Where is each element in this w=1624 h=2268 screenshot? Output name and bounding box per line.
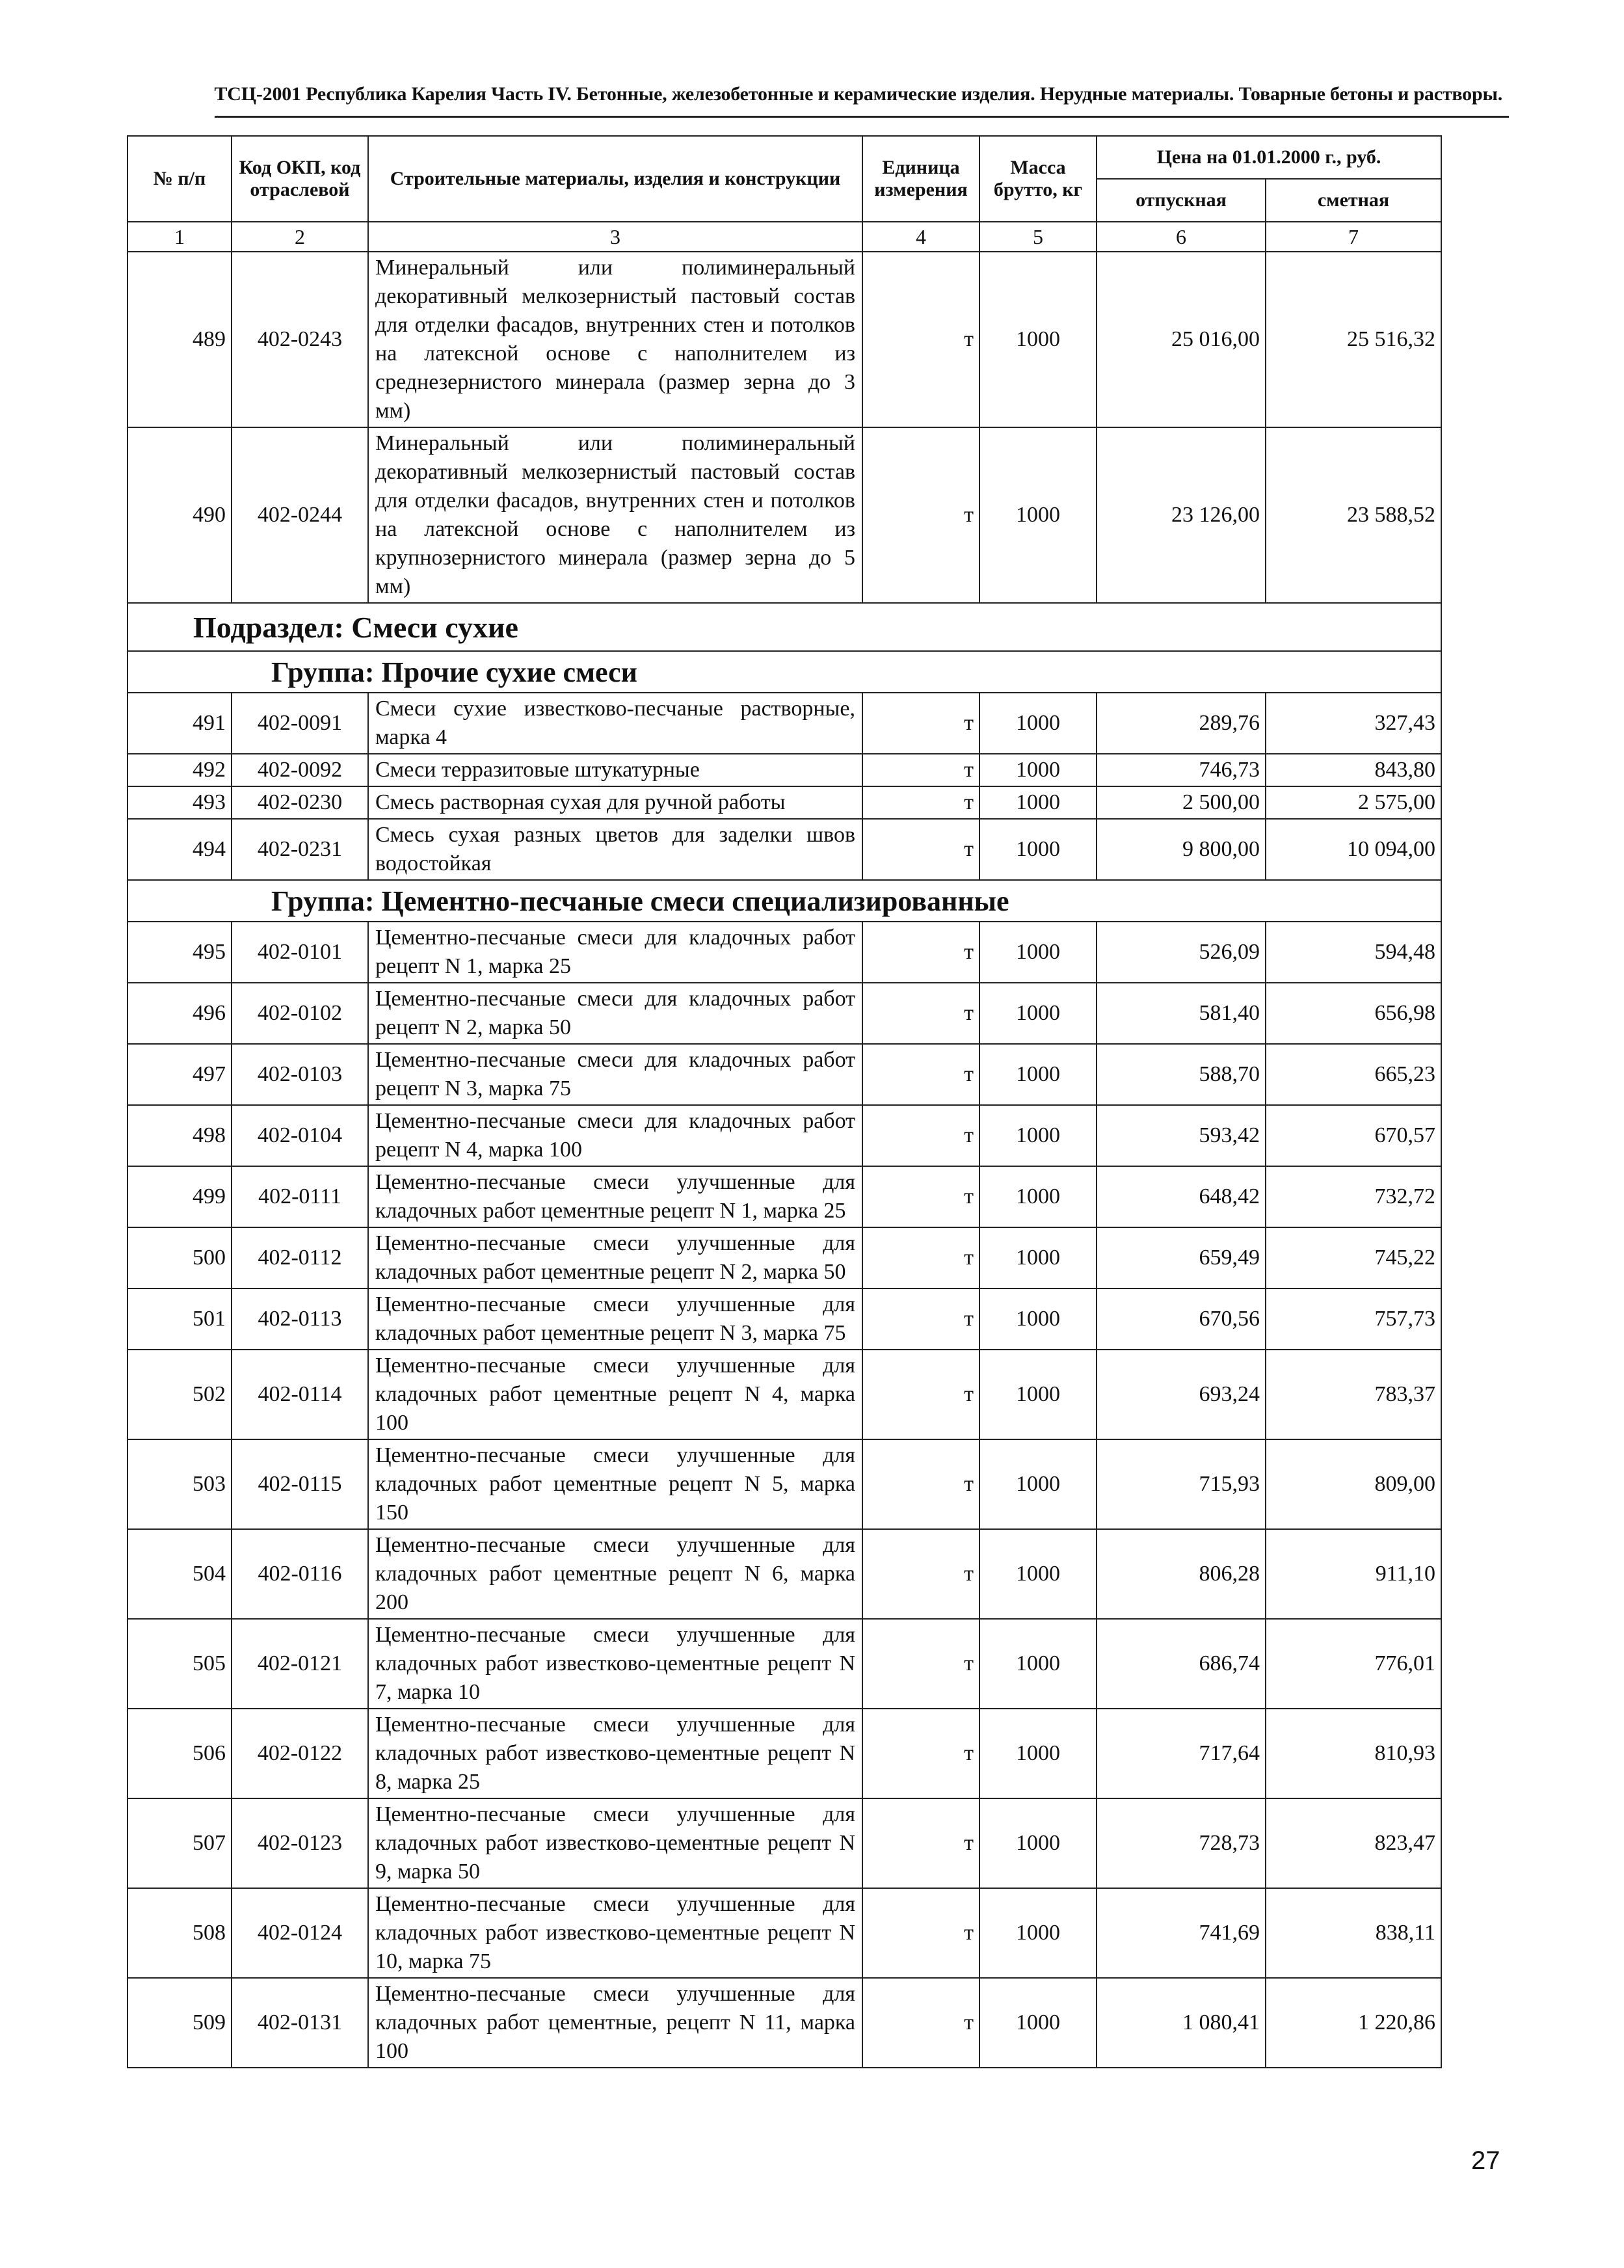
row-estimate-price: 594,48 (1266, 922, 1441, 983)
row-mass: 1000 (979, 1888, 1097, 1978)
header-okp-code: Код ОКП, код отраслевой (232, 136, 368, 222)
row-mass: 1000 (979, 819, 1097, 880)
table-row (127, 819, 1441, 880)
row-description: Смеси сухие известково-песчаные растворные, марка 4 (368, 693, 862, 754)
row-unit: т (862, 1105, 979, 1166)
table-row (127, 1888, 1441, 1978)
row-release-price: 2 500,00 (1097, 786, 1266, 819)
row-description: Цементно-песчаные смеси улучшенные для кладочных работ цементные рецепт N 3, марка 75 (368, 1288, 862, 1350)
header-mass: Масса брутто, кг (979, 136, 1097, 222)
row-unit: т (862, 252, 979, 427)
header-num: № п/п (127, 136, 232, 222)
row-release-price: 717,64 (1097, 1709, 1266, 1798)
table-row (127, 1529, 1441, 1619)
row-description: Смесь растворная сухая для ручной работы (368, 786, 862, 819)
row-unit: т (862, 1350, 979, 1439)
row-estimate-price: 732,72 (1266, 1166, 1441, 1227)
rows-top (127, 252, 1441, 603)
row-number: 490 (127, 427, 232, 603)
row-unit: т (862, 1978, 979, 2068)
row-release-price: 588,70 (1097, 1044, 1266, 1105)
header-unit: Единица измерения (862, 136, 979, 222)
group-title-other-dry-mixes: Группа: Прочие сухие смеси (127, 651, 1441, 693)
column-number: 6 (1097, 222, 1266, 252)
row-unit: т (862, 1044, 979, 1105)
column-number: 5 (979, 222, 1097, 252)
row-description: Цементно-песчаные смеси улучшенные для кладочных работ известково-цементные рецепт N 9, марка 50 (368, 1798, 862, 1888)
table-row (127, 1798, 1441, 1888)
price-table (127, 135, 1442, 2068)
row-mass: 1000 (979, 1619, 1097, 1709)
row-okp-code: 402-0131 (232, 1978, 368, 2068)
row-release-price: 670,56 (1097, 1288, 1266, 1350)
row-unit: т (862, 1888, 979, 1978)
row-number: 498 (127, 1105, 232, 1166)
row-number: 508 (127, 1888, 232, 1978)
row-unit: т (862, 1709, 979, 1798)
table-row (127, 1227, 1441, 1288)
row-description: Смесь сухая разных цветов для заделки швов водостойкая (368, 819, 862, 880)
row-estimate-price: 745,22 (1266, 1227, 1441, 1288)
row-mass: 1000 (979, 1439, 1097, 1529)
row-release-price: 648,42 (1097, 1166, 1266, 1227)
row-okp-code: 402-0111 (232, 1166, 368, 1227)
row-okp-code: 402-0123 (232, 1798, 368, 1888)
row-number: 504 (127, 1529, 232, 1619)
row-release-price: 746,73 (1097, 754, 1266, 786)
row-unit: т (862, 1288, 979, 1350)
table-row (127, 754, 1441, 786)
row-mass: 1000 (979, 1105, 1097, 1166)
page-number: 27 (1471, 2146, 1500, 2175)
row-estimate-price: 656,98 (1266, 983, 1441, 1044)
row-unit: т (862, 427, 979, 603)
row-description: Цементно-песчаные смеси улучшенные для кладочных работ цементные рецепт N 5, марка 150 (368, 1439, 862, 1529)
row-okp-code: 402-0115 (232, 1439, 368, 1529)
row-release-price: 693,24 (1097, 1350, 1266, 1439)
table-row (127, 922, 1441, 983)
row-release-price: 728,73 (1097, 1798, 1266, 1888)
row-description: Цементно-песчаные смеси улучшенные для кладочных работ цементные рецепт N 4, марка 100 (368, 1350, 862, 1439)
row-release-price: 289,76 (1097, 693, 1266, 754)
row-description: Цементно-песчаные смеси для кладочных работ рецепт N 2, марка 50 (368, 983, 862, 1044)
row-release-price: 715,93 (1097, 1439, 1266, 1529)
column-number: 7 (1266, 222, 1441, 252)
row-estimate-price: 810,93 (1266, 1709, 1441, 1798)
row-estimate-price: 783,37 (1266, 1350, 1441, 1439)
row-mass: 1000 (979, 1044, 1097, 1105)
row-okp-code: 402-0116 (232, 1529, 368, 1619)
header-estimate-price: сметная (1266, 179, 1441, 222)
row-description: Цементно-песчаные смеси улучшенные для кладочных работ цементные, рецепт N 11, марка 100 (368, 1978, 862, 2068)
table-row (127, 1978, 1441, 2068)
row-estimate-price: 776,01 (1266, 1619, 1441, 1709)
row-okp-code: 402-0124 (232, 1888, 368, 1978)
row-number: 495 (127, 922, 232, 983)
row-mass: 1000 (979, 427, 1097, 603)
header-material-name: Строительные материалы, изделия и конструкции (368, 136, 862, 222)
row-number: 494 (127, 819, 232, 880)
row-okp-code: 402-0230 (232, 786, 368, 819)
row-okp-code: 402-0113 (232, 1288, 368, 1350)
row-estimate-price: 670,57 (1266, 1105, 1441, 1166)
row-estimate-price: 327,43 (1266, 693, 1441, 754)
row-number: 492 (127, 754, 232, 786)
row-okp-code: 402-0103 (232, 1044, 368, 1105)
table-row (127, 252, 1441, 427)
row-mass: 1000 (979, 1288, 1097, 1350)
row-release-price: 806,28 (1097, 1529, 1266, 1619)
table-row (127, 427, 1441, 603)
row-unit: т (862, 983, 979, 1044)
row-unit: т (862, 1798, 979, 1888)
row-estimate-price: 1 220,86 (1266, 1978, 1441, 2068)
column-number: 1 (127, 222, 232, 252)
row-mass: 1000 (979, 1798, 1097, 1888)
row-release-price: 23 126,00 (1097, 427, 1266, 603)
group-row (127, 880, 1441, 922)
column-number: 4 (862, 222, 979, 252)
row-unit: т (862, 1529, 979, 1619)
row-number: 505 (127, 1619, 232, 1709)
row-number: 491 (127, 693, 232, 754)
row-number: 499 (127, 1166, 232, 1227)
row-unit: т (862, 1439, 979, 1529)
row-description: Цементно-песчаные смеси улучшенные для кладочных работ известково-цементные рецепт N 8, марка 25 (368, 1709, 862, 1798)
column-number-row (127, 222, 1441, 252)
row-okp-code: 402-0231 (232, 819, 368, 880)
row-okp-code: 402-0243 (232, 252, 368, 427)
column-number: 2 (232, 222, 368, 252)
row-estimate-price: 665,23 (1266, 1044, 1441, 1105)
row-unit: т (862, 1619, 979, 1709)
table-row (127, 1105, 1441, 1166)
row-number: 506 (127, 1709, 232, 1798)
row-estimate-price: 911,10 (1266, 1529, 1441, 1619)
row-description: Цементно-песчаные смеси для кладочных работ рецепт N 3, марка 75 (368, 1044, 862, 1105)
row-okp-code: 402-0102 (232, 983, 368, 1044)
row-description: Цементно-песчаные смеси улучшенные для кладочных работ известково-цементные рецепт N 10, марка 75 (368, 1888, 862, 1978)
table-row (127, 786, 1441, 819)
row-release-price: 581,40 (1097, 983, 1266, 1044)
row-unit: т (862, 693, 979, 754)
row-unit: т (862, 922, 979, 983)
row-estimate-price: 823,47 (1266, 1798, 1441, 1888)
row-estimate-price: 10 094,00 (1266, 819, 1441, 880)
row-number: 500 (127, 1227, 232, 1288)
row-description: Минеральный или полиминеральный декоративный мелкозернистый пастовый состав для отделки фасадов, внутренних стен и потолков на латексной основе с наполнителем из среднезернистого минерала (размер зерна до 3 мм) (368, 252, 862, 427)
row-number: 503 (127, 1439, 232, 1529)
row-description: Цементно-песчаные смеси для кладочных работ рецепт N 1, марка 25 (368, 922, 862, 983)
row-release-price: 741,69 (1097, 1888, 1266, 1978)
row-number: 502 (127, 1350, 232, 1439)
row-release-price: 526,09 (1097, 922, 1266, 983)
section-title: Подраздел: Смеси сухие (127, 603, 1441, 651)
row-number: 501 (127, 1288, 232, 1350)
header-price: Цена на 01.01.2000 г., руб. (1097, 136, 1441, 179)
row-number: 496 (127, 983, 232, 1044)
row-mass: 1000 (979, 1978, 1097, 2068)
row-okp-code: 402-0091 (232, 693, 368, 754)
row-okp-code: 402-0104 (232, 1105, 368, 1166)
table-row (127, 983, 1441, 1044)
row-unit: т (862, 754, 979, 786)
row-okp-code: 402-0114 (232, 1350, 368, 1439)
row-number: 497 (127, 1044, 232, 1105)
row-mass: 1000 (979, 1227, 1097, 1288)
row-estimate-price: 838,11 (1266, 1888, 1441, 1978)
row-estimate-price: 843,80 (1266, 754, 1441, 786)
column-number: 3 (368, 222, 862, 252)
header-release-price: отпускная (1097, 179, 1266, 222)
row-description: Цементно-песчаные смеси улучшенные для кладочных работ известково-цементные рецепт N 7, марка 10 (368, 1619, 862, 1709)
group-row (127, 651, 1441, 693)
page-header (215, 77, 1509, 118)
row-estimate-price: 2 575,00 (1266, 786, 1441, 819)
row-number: 489 (127, 252, 232, 427)
table-row (127, 1350, 1441, 1439)
row-mass: 1000 (979, 1709, 1097, 1798)
table-row (127, 1709, 1441, 1798)
row-release-price: 9 800,00 (1097, 819, 1266, 880)
row-estimate-price: 757,73 (1266, 1288, 1441, 1350)
table-row (127, 1044, 1441, 1105)
row-mass: 1000 (979, 786, 1097, 819)
row-mass: 1000 (979, 983, 1097, 1044)
row-description: Смеси терразитовые штукатурные (368, 754, 862, 786)
row-okp-code: 402-0092 (232, 754, 368, 786)
row-release-price: 686,74 (1097, 1619, 1266, 1709)
row-okp-code: 402-0101 (232, 922, 368, 983)
row-estimate-price: 23 588,52 (1266, 427, 1441, 603)
row-mass: 1000 (979, 922, 1097, 983)
row-okp-code: 402-0112 (232, 1227, 368, 1288)
row-mass: 1000 (979, 1529, 1097, 1619)
row-release-price: 659,49 (1097, 1227, 1266, 1288)
table-row (127, 1288, 1441, 1350)
row-mass: 1000 (979, 693, 1097, 754)
row-description: Минеральный или полиминеральный декоративный мелкозернистый пастовый состав для отделки фасадов, внутренних стен и потолков на латексной основе с наполнителем из крупнозернистого минерала (размер зерна до 5 мм) (368, 427, 862, 603)
row-unit: т (862, 1166, 979, 1227)
table-row (127, 1619, 1441, 1709)
row-description: Цементно-песчаные смеси улучшенные для кладочных работ цементные рецепт N 6, марка 200 (368, 1529, 862, 1619)
table-row (127, 693, 1441, 754)
row-release-price: 593,42 (1097, 1105, 1266, 1166)
row-mass: 1000 (979, 754, 1097, 786)
row-estimate-price: 25 516,32 (1266, 252, 1441, 427)
row-unit: т (862, 1227, 979, 1288)
row-number: 493 (127, 786, 232, 819)
rows-group1 (127, 693, 1441, 880)
section-row (127, 603, 1441, 651)
row-mass: 1000 (979, 1166, 1097, 1227)
row-description: Цементно-песчаные смеси улучшенные для кладочных работ цементные рецепт N 1, марка 25 (368, 1166, 862, 1227)
row-estimate-price: 809,00 (1266, 1439, 1441, 1529)
row-description: Цементно-песчаные смеси для кладочных работ рецепт N 4, марка 100 (368, 1105, 862, 1166)
row-unit: т (862, 819, 979, 880)
row-number: 507 (127, 1798, 232, 1888)
table-row (127, 1439, 1441, 1529)
row-mass: 1000 (979, 1350, 1097, 1439)
table-row (127, 1166, 1441, 1227)
row-description: Цементно-песчаные смеси улучшенные для кладочных работ цементные рецепт N 2, марка 50 (368, 1227, 862, 1288)
row-unit: т (862, 786, 979, 819)
row-number: 509 (127, 1978, 232, 2068)
row-okp-code: 402-0244 (232, 427, 368, 603)
row-mass: 1000 (979, 252, 1097, 427)
row-release-price: 1 080,41 (1097, 1978, 1266, 2068)
row-okp-code: 402-0121 (232, 1619, 368, 1709)
page-header-title: ТСЦ-2001 Республика Карелия Часть IV. Бетонные, железобетонные и керамические изделия. Нерудные материалы. Товарные бетоны и растворы. (214, 83, 1502, 105)
group-title-cement-sand-mixes: Группа: Цементно-песчаные смеси специализированные (127, 880, 1441, 922)
row-release-price: 25 016,00 (1097, 252, 1266, 427)
row-okp-code: 402-0122 (232, 1709, 368, 1798)
rows-group2 (127, 922, 1441, 2068)
